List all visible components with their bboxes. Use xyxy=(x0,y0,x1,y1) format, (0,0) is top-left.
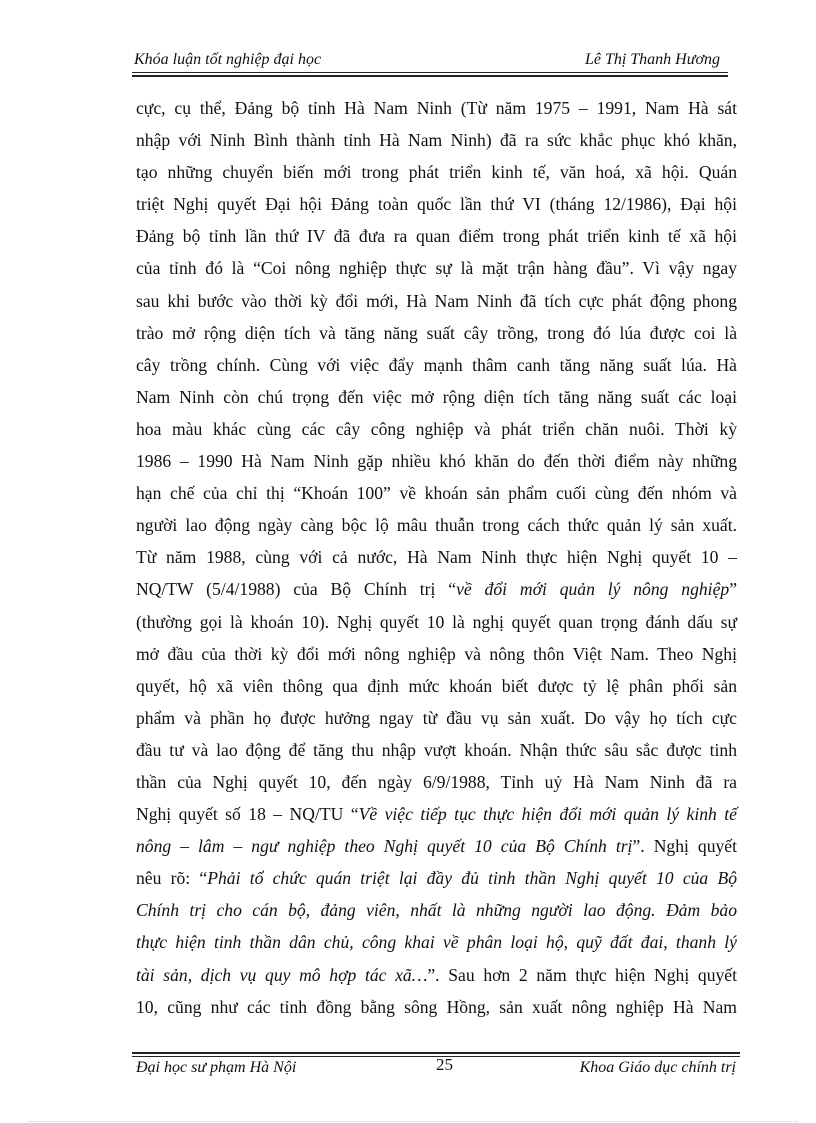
text-line: đầu tư và lao động để tăng thu nhập vượt khoán. Nhận thức sâu sắc được tinh xyxy=(136,739,737,760)
italic-quote: Chính trị cho cán bộ, đảng viên, nhất là những người lao động. Đảm bảo xyxy=(136,900,737,921)
italic-quote: tài sản, dịch vụ quy mô hợp tác xã… xyxy=(136,964,428,985)
header-thesis-title: Khóa luận tốt nghiệp đại học xyxy=(134,51,322,68)
text-line: Nam Ninh còn chú trọng đến việc mở rộng diện tích tăng năng suất các loại xyxy=(136,386,737,407)
text-line: mở đầu của thời kỳ đổi mới nông nghiệp và nông thôn Việt Nam. Theo Nghị xyxy=(136,643,737,664)
page-edge-dotted-line xyxy=(28,1121,798,1122)
text-line: Từ năm 1988, cùng với cả nước, Hà Nam Ninh thực hiện Nghị quyết 10 – xyxy=(136,547,737,568)
text-line: (thường gọi là khoán 10). Nghị quyết 10 là nghị quyết quan trọng đánh dấu sự xyxy=(136,611,737,632)
text-line xyxy=(136,926,737,958)
text-run: ” xyxy=(729,579,737,600)
page-number: 25 xyxy=(436,1055,453,1074)
text-line: tạo những chuyển biến mới trong phát triển kinh tế, văn hoá, xã hội. Quán xyxy=(136,162,737,183)
text-line xyxy=(136,894,737,926)
text-line: quyết, hộ xã viên thông qua định mức khoán biết được tỷ lệ phân phối sản xyxy=(136,675,737,696)
text-line: triệt Nghị quyết Đại hội Đảng toàn quốc lần thứ VI (tháng 12/1986), Đại hội xyxy=(136,194,737,215)
footer-divider xyxy=(132,1052,740,1054)
italic-quote: thực hiện tinh thần dân chủ, công khai về phân loại hộ, quỹ đất đai, thanh lý xyxy=(136,932,737,953)
text-line: người lao động ngày càng bộc lộ mâu thuẫn trong cách thức quản lý sản xuất. xyxy=(136,515,737,536)
text-line xyxy=(136,862,737,894)
italic-quote: Phải tổ chức quán triệt lại đầy đủ tinh thần Nghị quyết 10 của Bộ xyxy=(207,868,737,889)
body-paragraph xyxy=(136,92,737,1023)
italic-quote: nông – lâm – ngư nghiệp theo Nghị quyết 10 của Bộ Chính trị xyxy=(136,836,633,857)
text-line: phẩm và phần họ được hưởng ngay từ đầu vụ sản xuất. Do vậy họ tích cực xyxy=(136,707,737,728)
text-line: hoa màu khác cùng các cây công nghiệp và phát triển chăn nuôi. Thời kỳ xyxy=(136,418,737,439)
page-header xyxy=(132,48,728,73)
text-run: NQ/TW (5/4/1988) của Bộ Chính trị “ xyxy=(136,579,457,600)
footer-faculty: Khoa Giáo dục chính trị xyxy=(579,1059,736,1076)
text-line xyxy=(136,798,737,830)
text-run: ”. Nghị quyết xyxy=(632,836,737,857)
text-run: Nghị quyết số 18 – NQ/TU “ xyxy=(136,804,359,825)
text-run: nêu rõ: “ xyxy=(136,868,208,889)
text-line: cây trồng chính. Cùng với việc đẩy mạnh thâm canh tăng năng suất lúa. Hà xyxy=(136,354,737,375)
text-line: Đảng bộ tỉnh lần thứ IV đã đưa ra quan điểm trong phát triển kinh tế xã hội xyxy=(136,226,737,247)
footer-university: Đại học sư phạm Hà Nội xyxy=(136,1059,297,1076)
text-line: thần của Nghị quyết 10, đến ngày 6/9/1988, Tỉnh uỷ Hà Nam Ninh đã ra xyxy=(136,771,737,792)
text-line: trào mở rộng diện tích và tăng năng suất cây trồng, trong đó lúa được coi là xyxy=(136,322,737,343)
italic-quote: Về việc tiếp tục thực hiện đổi mới quản lý kinh tế xyxy=(358,804,737,825)
text-line xyxy=(136,830,737,862)
text-line: cực, cụ thể, Đảng bộ tỉnh Hà Nam Ninh (Từ năm 1975 – 1991, Nam Hà sát xyxy=(136,98,737,118)
text-line: hạn chế của chỉ thị “Khoán 100” về khoán sản phẩm cuối cùng đến nhóm và xyxy=(136,483,737,504)
page-footer xyxy=(132,1055,740,1079)
header-divider xyxy=(132,75,728,77)
text-line xyxy=(136,959,737,991)
header-author-name: Lê Thị Thanh Hương xyxy=(584,51,720,68)
italic-quote: về đổi mới quản lý nông nghiệp xyxy=(456,579,730,600)
text-line: nhập với Ninh Bình thành tỉnh Hà Nam Ninh) đã ra sức khắc phục khó khăn, xyxy=(136,130,737,151)
text-line: của tỉnh đó là “Coi nông nghiệp thực sự là mặt trận hàng đầu”. Vì vậy ngay xyxy=(136,258,737,279)
text-line: 10, cũng như các tỉnh đồng bằng sông Hồng, sản xuất nông nghiệp Hà Nam xyxy=(136,996,737,1017)
text-line: sau khi bước vào thời kỳ đổi mới, Hà Nam Ninh đã tích cực phát động phong xyxy=(136,290,737,311)
text-line: 1986 – 1990 Hà Nam Ninh gặp nhiều khó khăn do đến thời điểm này những xyxy=(136,451,737,472)
text-line xyxy=(136,573,737,605)
text-run: ”. Sau hơn 2 năm thực hiện Nghị quyết xyxy=(427,964,737,985)
